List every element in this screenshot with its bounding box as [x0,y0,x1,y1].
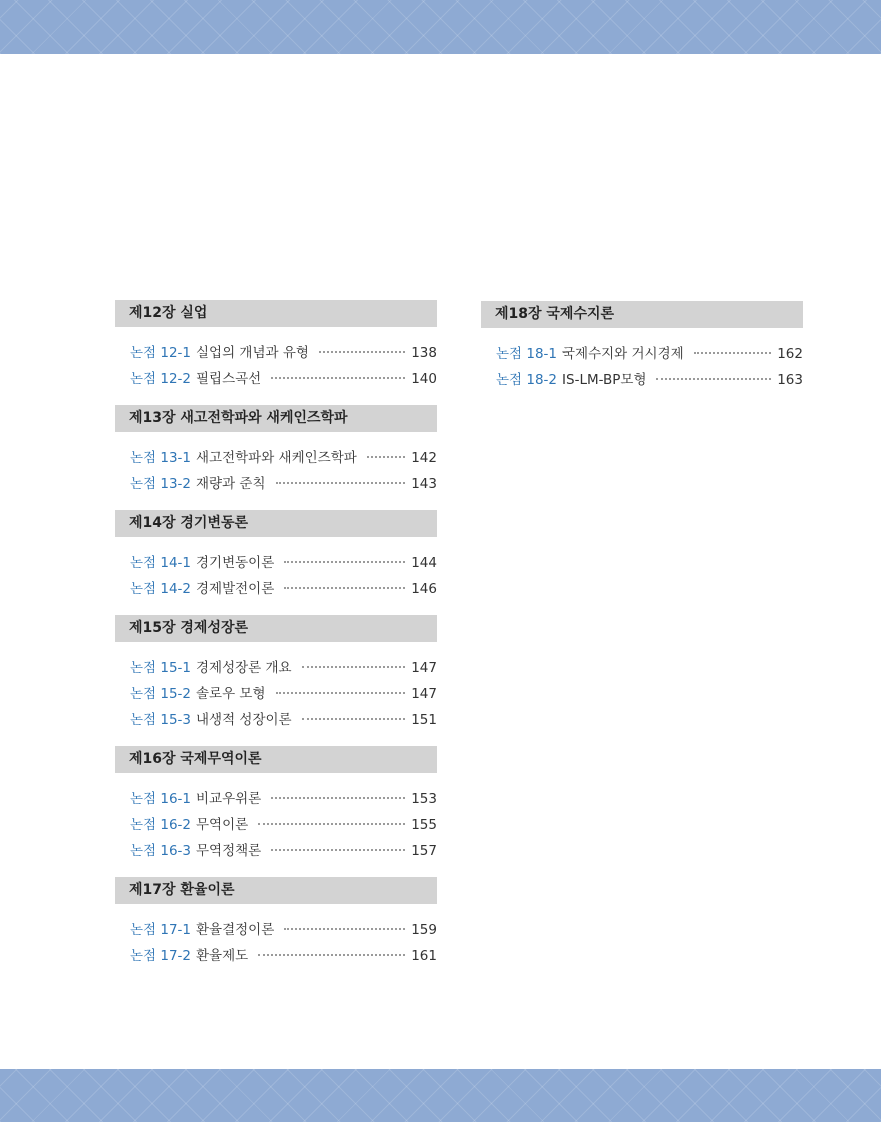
page-number: 162 [777,346,803,362]
topic-title: 무역정책론 [196,843,262,859]
topic-title: 무역이론 [196,817,249,833]
toc-entry[interactable] [115,786,437,812]
dot-leader [271,849,405,851]
page-number: 144 [411,555,437,571]
topic-code: 논점 15-2 [130,686,192,702]
topic-title: 환율제도 [196,948,249,964]
topic-code: 논점 13-1 [130,450,192,466]
toc-entry[interactable] [481,341,803,367]
page-number: 140 [411,371,437,387]
dot-leader [284,928,405,930]
page-number: 155 [411,817,437,833]
toc-entry[interactable] [115,838,437,864]
toc-entry[interactable] [115,655,437,681]
dot-leader [258,823,405,825]
chapter-header: 제12장 실업 [115,300,437,327]
page-number: 159 [411,922,437,938]
dot-leader [694,352,772,354]
chapter-header: 제18장 국제수지론 [481,301,803,328]
topic-title: 실업의 개념과 유형 [196,345,309,361]
chapter-section [115,300,437,392]
page-number: 157 [411,843,437,859]
dot-leader [271,377,405,379]
chapter-header: 제14장 경기변동론 [115,510,437,537]
topic-title: 솔로우 모형 [196,686,266,702]
topic-code: 논점 14-2 [130,581,192,597]
chapter-section [115,615,437,733]
topic-title: 재량과 준칙 [196,476,266,492]
page-number: 143 [411,476,437,492]
toc-entry[interactable] [115,366,437,392]
page-number: 147 [411,686,437,702]
topic-code: 논점 16-2 [130,817,192,833]
toc-entry[interactable] [115,707,437,733]
topic-title: 새고전학파와 새케인즈학파 [196,450,357,466]
topic-title: 내생적 성장이론 [196,712,292,728]
bottom-decorative-band [0,1069,881,1122]
dot-leader [302,718,406,720]
dot-leader [656,378,771,380]
topic-code: 논점 15-3 [130,712,192,728]
chapter-section [481,301,803,393]
page-number: 147 [411,660,437,676]
dot-leader [284,587,405,589]
topic-title: 경제성장론 개요 [196,660,292,676]
toc-entry[interactable] [115,550,437,576]
dot-leader [319,351,405,353]
topic-title: 필립스곡선 [196,371,262,387]
page-number: 146 [411,581,437,597]
topic-code: 논점 17-2 [130,948,192,964]
toc-entry[interactable] [115,445,437,471]
chapter-header: 제15장 경제성장론 [115,615,437,642]
chapter-section [115,405,437,497]
topic-code: 논점 12-1 [130,345,192,361]
toc-entry[interactable] [115,340,437,366]
dot-leader [271,797,405,799]
page-number: 161 [411,948,437,964]
chapter-section [115,746,437,864]
topic-title: 경제발전이론 [196,581,275,597]
topic-code: 논점 12-2 [130,371,192,387]
toc-entry[interactable] [115,917,437,943]
topic-code: 논점 18-1 [496,346,558,362]
topic-title: 국제수지와 거시경제 [562,346,684,362]
dot-leader [276,692,406,694]
page-number: 163 [777,372,803,388]
topic-title: 경기변동이론 [196,555,275,571]
top-decorative-band [0,0,881,54]
page-number: 151 [411,712,437,728]
toc-left-column [115,300,437,982]
topic-code: 논점 16-3 [130,843,192,859]
toc-entry[interactable] [115,812,437,838]
toc-entry[interactable] [115,943,437,969]
toc-entry[interactable] [115,576,437,602]
chapter-header: 제17장 환율이론 [115,877,437,904]
chapter-section [115,877,437,969]
dot-leader [367,456,405,458]
chapter-header: 제16장 국제무역이론 [115,746,437,773]
topic-title: 비교우위론 [196,791,262,807]
dot-leader [284,561,405,563]
page-number: 153 [411,791,437,807]
toc-right-column [481,301,803,406]
page-number: 138 [411,345,437,361]
page-number: 142 [411,450,437,466]
chapter-section [115,510,437,602]
topic-code: 논점 18-2 [496,372,558,388]
topic-code: 논점 13-2 [130,476,192,492]
topic-code: 논점 17-1 [130,922,192,938]
chapter-header: 제13장 새고전학파와 새케인즈학파 [115,405,437,432]
toc-entry[interactable] [115,471,437,497]
topic-title: 환율결정이론 [196,922,275,938]
toc-entry[interactable] [481,367,803,393]
topic-code: 논점 14-1 [130,555,192,571]
dot-leader [276,482,406,484]
topic-title: IS-LM-BP모형 [562,372,647,388]
toc-entry[interactable] [115,681,437,707]
topic-code: 논점 15-1 [130,660,192,676]
dot-leader [302,666,406,668]
topic-code: 논점 16-1 [130,791,192,807]
dot-leader [258,954,405,956]
